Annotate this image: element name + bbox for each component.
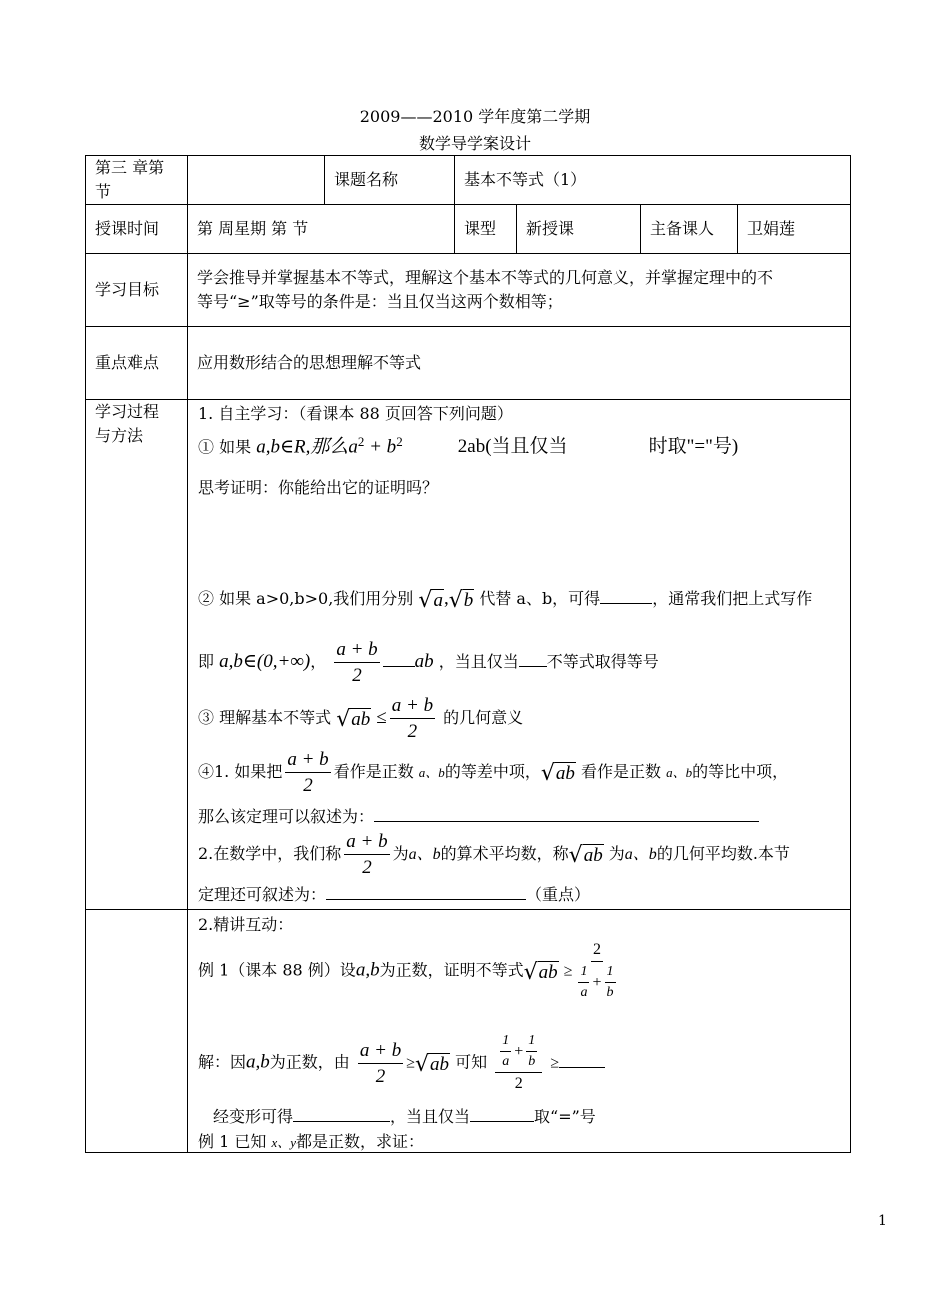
q2b-mid: ，当且仅当	[438, 652, 519, 671]
example-2	[198, 1130, 424, 1153]
leq-sign: ≤	[376, 707, 387, 728]
fraction-q5: $\frac{a + b}{2}$	[346, 831, 388, 878]
q1-rhs: 2ab(当且仅当	[457, 436, 568, 458]
fraction-a-plus-b-over-2: $\frac{a + b}{2}$	[336, 639, 378, 686]
goals-text	[188, 254, 851, 327]
self-study-cell	[188, 400, 851, 910]
goals-line-2: 等号“≥”取等号的条件是：当且仅当这两个数相等；	[197, 292, 563, 311]
q1-a: a	[348, 436, 358, 458]
blank-q2[interactable]	[600, 589, 652, 604]
process-label-line1: 学习过程	[95, 402, 160, 421]
q4b-prefix: 那么该定理可以叙述为：	[198, 807, 375, 826]
q4-prefix: ④1. 如果把	[198, 762, 283, 781]
q2b-math: a,b∈(0,+∞)	[219, 651, 311, 672]
goals-line-1: 学会推导并掌握基本不等式，理解这个基本不等式的几何意义，并掌握定理中的不	[197, 268, 774, 287]
q1-tail: 时取"="号)	[648, 436, 739, 458]
q5-prefix: 2.在数学中，我们称	[198, 844, 342, 863]
page-number: 1	[878, 1213, 887, 1229]
process-label	[86, 400, 188, 910]
ex1-mid: 为正数，证明不等式	[379, 960, 524, 980]
fraction-q3: $\frac{a + b}{2}$	[391, 695, 434, 742]
fraction-q4: $\frac{a + b}{2}$	[287, 749, 329, 796]
sqrt-ab: √ ab	[336, 707, 371, 732]
question-4	[198, 750, 788, 795]
q5-ab-1: a、b	[408, 846, 441, 863]
practice-cell	[188, 910, 851, 1153]
blank-q2b-2[interactable]	[519, 652, 547, 667]
blank-q4b[interactable]	[374, 807, 759, 822]
time-value: 第 周星期 第 节	[188, 205, 455, 254]
q5-tail: 为	[608, 844, 625, 863]
think-prompt: 思考证明：你能给出它的证明吗？	[198, 478, 439, 497]
q4-tail: 看作是正数	[580, 762, 661, 781]
geq-ex1: ≥	[563, 962, 573, 980]
q3-tail: 的几何意义	[443, 708, 524, 727]
topic-label: 课题名称	[325, 156, 455, 205]
q5-ab-2: a、b	[624, 846, 657, 863]
ex2-prefix: 例 1 已知	[198, 1132, 267, 1151]
question-2b	[198, 640, 659, 685]
ex1-prefix: 例 1（课本 88 例）设	[198, 960, 356, 980]
q5-mid: 为	[392, 844, 409, 863]
q4-ab-2: a、b	[666, 765, 693, 780]
lesson-plan-table	[85, 155, 851, 1153]
sqrt-b: √ b	[448, 588, 474, 613]
ex2-tail: 都是正数，求证：	[296, 1132, 425, 1151]
q1-plus-b: + b	[364, 436, 397, 458]
sqrt-ab-ex1: √ ab	[523, 959, 558, 985]
q5-tail2: 的几何平均数.本节	[656, 844, 790, 863]
chapter-cell: 第三 章第节	[86, 156, 188, 205]
q5-mid2: 的算术平均数，称	[440, 844, 569, 863]
teacher-value: 卫娟莲	[738, 205, 851, 254]
sqrt-a: √ a	[418, 588, 443, 613]
sol-mid2: 可知	[455, 1052, 488, 1072]
blank-q5b[interactable]	[326, 885, 526, 900]
sqrt-ab-q4: √ ab	[540, 761, 575, 786]
sqrt-ab-q5: √ ab	[568, 843, 603, 868]
question-3	[198, 696, 523, 741]
geq-sol: ≥	[406, 1054, 415, 1072]
goals-label: 学习目标	[86, 254, 188, 327]
trans-mid: ，当且仅当	[390, 1107, 471, 1126]
q5b-prefix: 定理还可叙述为：	[198, 885, 327, 904]
topic-value: 基本不等式（1）	[455, 156, 851, 205]
q2-mid: 代替 a、b，可得	[479, 589, 601, 608]
harmonic-fraction: 2 $\frac{1}{a}$ + $\frac{1}{b}$	[580, 941, 614, 1000]
trans-tail: 取“=”号	[534, 1107, 596, 1126]
sol-ab: a,b	[246, 1051, 270, 1073]
question-5b	[198, 883, 590, 907]
blank-trans-1[interactable]	[293, 1107, 390, 1122]
keypoints-label: 重点难点	[86, 327, 188, 400]
q2b-tail: 不等式取得等号	[546, 652, 659, 671]
q1-math: a,b∈R,那么	[256, 436, 349, 458]
q2b-comma: ，	[310, 652, 327, 671]
blank-trans-2[interactable]	[470, 1107, 534, 1122]
solution-line	[198, 1034, 605, 1092]
keypoints-text: 应用数形结合的思想理解不等式	[188, 327, 851, 400]
q1-exp: 2	[357, 434, 365, 449]
q4-ab-1: a、b	[418, 765, 445, 780]
question-5	[198, 832, 790, 877]
header-subject: 数学导学案设计	[418, 134, 531, 153]
q2b-prefix: 即	[198, 652, 215, 671]
q5b-tail: （重点）	[526, 885, 591, 904]
sol-prefix: 解：因	[198, 1052, 247, 1072]
fraction-sol: $\frac{a + b}{2}$	[359, 1039, 402, 1087]
q3-prefix: ③ 理解基本不等式	[198, 708, 332, 727]
q2b-ab: ab	[414, 651, 434, 672]
trans-prefix: 经变形可得	[213, 1107, 294, 1126]
q1-prefix: ① 如果	[198, 437, 252, 457]
q4-mid: 看作是正数	[333, 762, 414, 781]
type-label: 课型	[455, 205, 517, 254]
q4-tail2: 的等比中项，	[692, 762, 789, 781]
ex2-xy: x、y	[271, 1135, 296, 1150]
ex1-ab: a,b	[355, 959, 380, 981]
time-label: 授课时间	[86, 205, 188, 254]
transform-line	[213, 1105, 596, 1129]
practice-title: 2.精讲互动：	[198, 915, 294, 934]
q1-exp2: 2	[396, 434, 403, 449]
half-sum-reciprocal: $\frac{1}{a}$ + $\frac{1}{b}$ 2	[495, 1034, 542, 1092]
geq-sol-2: ≥	[550, 1054, 560, 1072]
question-4b	[198, 805, 759, 829]
question-2: ② 如果 a>0,b>0,我们用分别 √ a , √ b 代替 a、b，可得 ，通常我们把上式写作	[198, 588, 813, 613]
process-label-line2: 与方法	[95, 426, 144, 445]
sol-mid: 为正数，由	[269, 1052, 350, 1072]
q2-tail: ，通常我们把上式写作	[652, 589, 813, 608]
q2-prefix: ② 如果 a>0,b>0,我们用分别	[198, 589, 414, 608]
type-value: 新授课	[517, 205, 641, 254]
q4-mid2: 的等差中项，	[444, 762, 541, 781]
self-study-title: 1. 自主学习：（看课本 88 页回答下列问题）	[198, 404, 513, 423]
example-1	[198, 942, 622, 1000]
blank-sol[interactable]	[559, 1057, 605, 1068]
teacher-label: 主备课人	[641, 205, 738, 254]
header-year: 2009——2010 学年度第二学期	[359, 107, 591, 126]
question-1	[198, 430, 738, 459]
sqrt-ab-sol: √ ab	[414, 1051, 450, 1077]
blank-q2b-1[interactable]	[383, 652, 415, 667]
